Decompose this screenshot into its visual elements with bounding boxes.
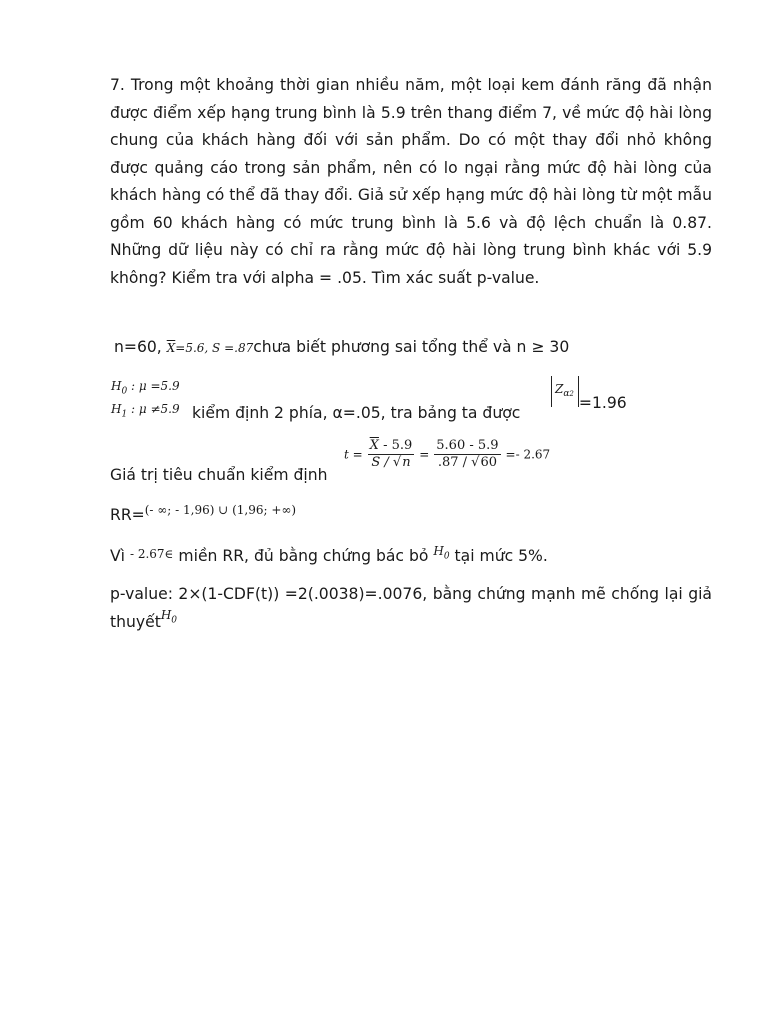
- given-prefix: n=60,: [114, 338, 162, 356]
- given-values: =5.6, S =.87: [175, 341, 254, 355]
- rr-label: RR=: [110, 506, 145, 524]
- conclusion-line: Vì - 2.67∈ miền RR, đủ bằng chứng bác bỏ $^{H_0}$ tại mức 5%.: [110, 544, 548, 565]
- t-value: - 2.67∈: [129, 547, 174, 561]
- h0-symbol-2: H0: [160, 608, 178, 626]
- rr-interval: (- ∞; - 1,96) ∪ (1,96; +∞): [144, 503, 297, 517]
- problem-statement: 7. Trong một khoảng thời gian nhiều năm, một loại kem đánh răng đã nhận được điểm xếp hạng trung bình là 5.9 trên thang điểm 7, về mức độ hài lòng chung của khách hàng đối với sản phẩm. Do có một thay đổi nhỏ không được quảng cáo trong sản phẩm, nên có lo ngại rằng mức độ hài lòng của khách hàng có thể đã thay đổi. Giả sử xếp hạng mức độ hài lòng từ một mẫu gồm 60 khách hàng có mức trung bình là 5.6 và độ lệch chuẩn là 0.87. Những dữ liệu này có chỉ ra rằng mức độ hài lòng trung bình khác với 5.9 không? Kiểm tra với alpha = .05. Tìm xác suất p-value.: [110, 76, 712, 287]
- t-statistic-formula: t = $\frac{\overline{X} - 5.9}{S / √n}$ = $\frac{5.60 - 5.9}{.87 / √60}$ =- 2.67: [344, 438, 551, 470]
- rejection-region: [110, 503, 297, 524]
- xbar-symbol: $\overline{X}$: [166, 341, 176, 355]
- z-value: =1.96: [578, 394, 627, 413]
- given-note: chưa biết phương sai tổng thể và n ≥ 30: [253, 338, 570, 356]
- t-result: =- 2.67: [505, 447, 551, 462]
- document-page: [110, 72, 712, 292]
- critical-value: [551, 376, 627, 413]
- statistic-label: Giá trị tiêu chuẩn kiểm định: [110, 466, 328, 484]
- fraction-values: $\frac{5.60 - 5.9}{.87 / √60}$: [436, 438, 499, 470]
- null-hypothesis: $H_0$ : μ =5.9: [111, 379, 180, 397]
- test-description: kiểm định 2 phía, α=.05, tra bảng ta được: [192, 404, 521, 422]
- fraction-general: $\frac{\overline{X} - 5.9}{S / √n}$: [369, 438, 413, 470]
- pvalue-paragraph: p-value: 2×(1-CDF(t)) =2(.0038)=.0076, bằng chứng mạnh mẽ chống lại giả thuyết$^{H_0}$: [110, 585, 712, 631]
- h0-symbol: H0: [433, 544, 450, 562]
- alt-hypothesis: $H_1$ : μ ≠5.9: [111, 402, 180, 420]
- given-line: [114, 338, 569, 356]
- z-abs-box: $Z_{\alpha 2}$: [551, 376, 579, 407]
- hypotheses-block: [111, 377, 180, 424]
